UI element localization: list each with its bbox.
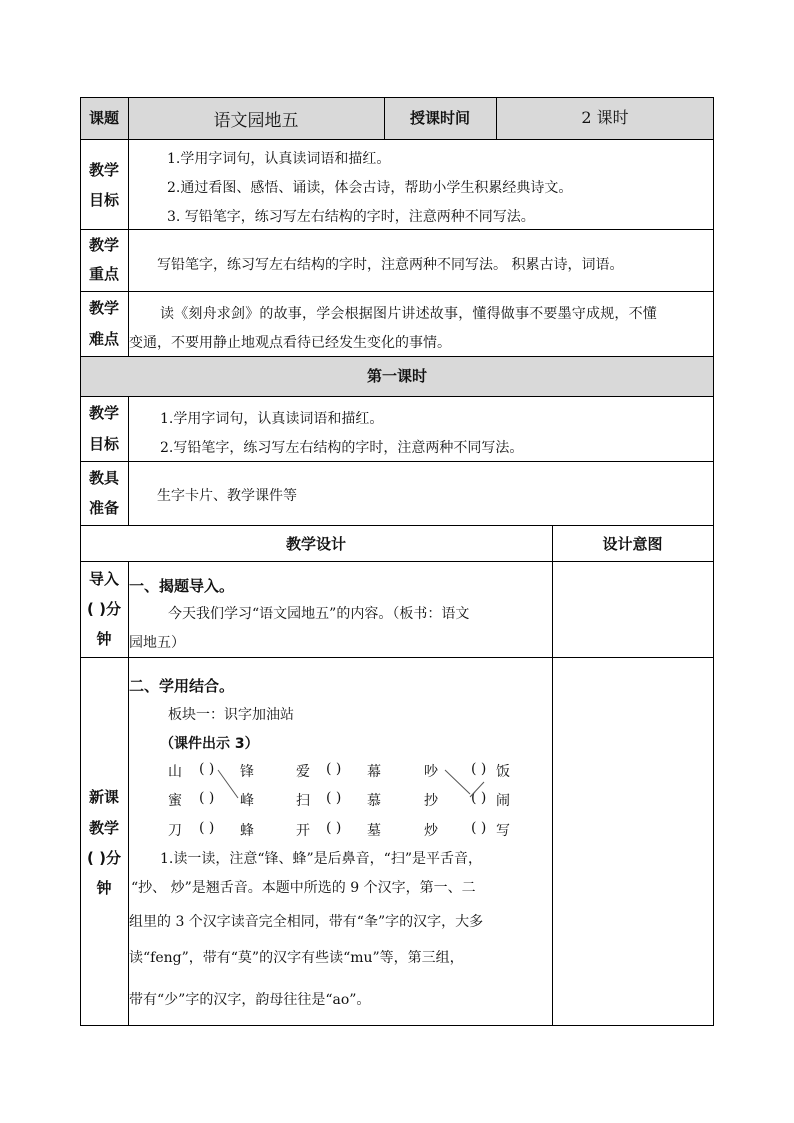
courseware-note: （课件出示 3） xyxy=(160,736,259,752)
time-value: 2 课时 xyxy=(581,108,629,127)
char-cell: 墓 xyxy=(367,823,381,839)
char-cell: 爱 xyxy=(296,764,310,780)
newlesson-label-1: 新课 xyxy=(88,788,119,806)
blank-cell: ( ) xyxy=(199,790,215,806)
intro-label-2: ( )分 xyxy=(87,600,121,618)
lesson1-goal-2: 2.写铅笔字，练习写左右结构的字时，注意两种不同写法。 xyxy=(160,440,524,456)
char-cell: 幕 xyxy=(367,764,381,780)
blank-cell: ( ) xyxy=(471,761,487,777)
topic-value: 语文园地五 xyxy=(213,111,299,131)
explain-line-4: 读“feng”，带有“莫”的汉字有些读“mu”等，第三组， xyxy=(129,950,464,966)
lesson1-title: 第一课时 xyxy=(366,367,427,385)
char-cell: 蜂 xyxy=(240,823,254,839)
blank-cell: ( ) xyxy=(326,790,342,806)
blank-cell: ( ) xyxy=(326,820,342,836)
char-cell: 山 xyxy=(168,764,182,780)
blank-cell: ( ) xyxy=(471,820,487,836)
difficulties-line-2: 变通，不要用静止地观点看待已经发生变化的事情。 xyxy=(129,335,451,351)
goal-line-3: 3. 写铅笔字，练习写左右结构的字时，注意两种不同写法。 xyxy=(167,209,535,225)
match-line xyxy=(218,770,238,798)
intro-heading: 一、揭题导入。 xyxy=(129,577,235,595)
char-cell: 慕 xyxy=(367,793,381,809)
tools-label-2: 准备 xyxy=(88,499,119,517)
explain-line-2: “抄、 炒”是翘舌音。本题中所选的 9 个汉字，第一、二 xyxy=(131,880,476,896)
keypoints-label-2: 重点 xyxy=(88,265,119,283)
char-cell: 闹 xyxy=(496,793,510,809)
difficulties-label-2: 难点 xyxy=(88,330,119,348)
match-line xyxy=(470,782,484,797)
char-cell: 炒 xyxy=(424,823,438,839)
tools-text: 生字卡片、教学课件等 xyxy=(157,488,297,504)
goal-line-2: 2.通过看图、感悟、诵读，体会古诗，帮助小学生积累经典诗文。 xyxy=(167,180,573,196)
blank-cell: ( ) xyxy=(199,820,215,836)
lesson1-goals-label-1: 教学 xyxy=(88,404,119,422)
intent-column-header: 设计意图 xyxy=(602,535,663,553)
time-label: 授课时间 xyxy=(409,109,470,127)
newlesson-heading: 二、学用结合。 xyxy=(129,677,235,695)
blank-cell: ( ) xyxy=(326,761,342,777)
blank-cell: ( ) xyxy=(199,761,215,777)
intro-line-2: 园地五） xyxy=(129,635,185,651)
explain-line-5: 带有“少”字的汉字，韵母往往是“ao”。 xyxy=(129,992,371,1008)
char-cell: 开 xyxy=(296,823,310,839)
newlesson-label-4: 钟 xyxy=(96,879,112,897)
block-title: 板块一：识字加油站 xyxy=(168,707,294,723)
intro-line-1: 今天我们学习“语文园地五”的内容。（板书：语文 xyxy=(168,606,470,622)
goals-label-1: 教学 xyxy=(88,161,119,179)
char-cell: 锋 xyxy=(240,764,254,780)
difficulties-label-1: 教学 xyxy=(88,299,119,317)
goal-line-1: 1.学用字词句，认真读词语和描红。 xyxy=(167,151,391,167)
blank-cell: ( ) xyxy=(471,790,487,806)
explain-line-1: 1.读一读，注意“锋、蜂”是后鼻音，“扫”是平舌音， xyxy=(160,851,482,867)
match-line xyxy=(445,770,470,794)
char-cell: 刀 xyxy=(168,823,182,839)
char-cell: 写 xyxy=(496,823,510,839)
intro-label-1: 导入 xyxy=(88,570,119,588)
design-column-header: 教学设计 xyxy=(285,535,346,553)
goals-label-2: 目标 xyxy=(88,191,119,209)
newlesson-label-3: ( )分 xyxy=(87,849,121,867)
keypoints-label-1: 教学 xyxy=(88,236,119,254)
lesson1-goal-1: 1.学用字词句，认真读词语和描红。 xyxy=(160,411,384,427)
char-cell: 抄 xyxy=(424,793,438,809)
explain-line-3: 组里的 3 个汉字读音完全相同，带有“夆”字的汉字，大多 xyxy=(129,914,484,930)
char-cell: 蜜 xyxy=(168,793,182,809)
keypoints-text: 写铅笔字，练习写左右结构的字时，注意两种不同写法。 积累古诗，词语。 xyxy=(157,257,624,273)
tools-label-1: 教具 xyxy=(88,469,119,487)
char-cell: 峰 xyxy=(240,793,254,809)
newlesson-label-2: 教学 xyxy=(88,819,119,837)
char-cell: 饭 xyxy=(496,764,510,780)
lesson1-goals-label-2: 目标 xyxy=(88,435,119,453)
topic-label: 课题 xyxy=(88,109,119,127)
difficulties-line-1: 读《刻舟求剑》的故事，学会根据图片讲述故事，懂得做事不要墨守成规，不懂 xyxy=(160,306,657,322)
intro-label-3: 钟 xyxy=(96,630,112,648)
char-cell: 吵 xyxy=(424,764,438,780)
char-cell: 扫 xyxy=(296,793,310,809)
